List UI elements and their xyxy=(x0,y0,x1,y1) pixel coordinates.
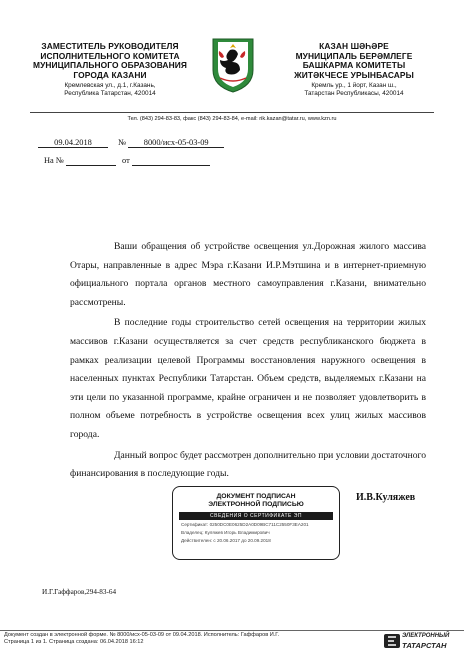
org-title-tt-1: КАЗАН ШӘҺӘРЕ xyxy=(319,41,389,51)
org-address-tt-1: Кремль ур., 1 йорт, Казан ш., xyxy=(311,82,397,90)
org-title-tt-4: ЖИТӘКЧЕСЕ УРЫНБАСАРЫ xyxy=(294,69,414,80)
e-signature-stamp xyxy=(172,486,340,560)
org-title-tt-3: БАШКАРМА КОМИТЕТЫ xyxy=(302,60,406,71)
paragraph-2: В последние годы строительство сетей освещения на территории жилых массивов г.Казани осуществляется за счет средств республиканского бюджета в рамках реализации целевой Программы восстановления наружного освещения в населенных пунктах Республики Татарстан. Объем средств, выделяемых г.Казани на эти цели по указанной программе, крайне ограничен и не позволяет удовлетворить в полном объеме потребность в устройстве освещения всех улиц жилых массивов города. xyxy=(70,317,426,440)
org-title-ru-1: ЗАМЕСТИТЕЛЬ РУКОВОДИТЕЛЯ xyxy=(41,41,179,51)
doc-date: 09.04.2018 xyxy=(38,138,108,148)
org-address-ru-1: Кремлевская ул., д.1, г.Казань, xyxy=(64,82,156,90)
org-title-ru-3: МУНИЦИПАЛЬНОГО ОБРАЗОВАНИЯ xyxy=(33,60,187,71)
footer-line-1: Документ создан в электронной форме. № 8000/исх-05-03-09 от 09.04.2018. Исполнитель: Гаффаров И.Г. xyxy=(4,632,280,638)
signatory-name: И.В.Куляжев xyxy=(356,492,416,503)
executor-contact: И.Г.Гаффаров,294-83-64 xyxy=(42,588,117,596)
stamp-title-2: ЭЛЕКТРОННОЙ ПОДПИСЬЮ xyxy=(208,501,304,508)
org-title-ru-4: ГОРОДА КАЗАНИ xyxy=(73,69,147,80)
org-address-tt-2: Татарстан Республикасы, 420014 xyxy=(304,90,404,98)
ref-date-blank xyxy=(132,156,210,166)
logo-bottom-text: ТАТАРСТАН xyxy=(402,641,447,650)
ref-from-label: от xyxy=(122,156,130,165)
stamp-cert-bar: СВЕДЕНИЯ О СЕРТИФИКАТЕ ЭП xyxy=(179,512,333,520)
number-sign: № xyxy=(118,138,127,147)
kazan-emblem-icon xyxy=(208,36,258,94)
letter-body xyxy=(70,238,426,484)
electronic-tatarstan-logo xyxy=(384,632,462,652)
ref-number-blank xyxy=(66,156,116,166)
footer-text xyxy=(4,632,374,647)
org-title-ru-2: ИСПОЛНИТЕЛЬНОГО КОМИТЕТА xyxy=(40,50,180,61)
org-address-ru-2: Республика Татарстан, 420014 xyxy=(64,90,156,98)
stamp-validity: Действителен: с 20.06.2017 до 20.09.2018 xyxy=(181,538,271,543)
header-divider xyxy=(30,112,434,113)
doc-number: 8000/исх-05-03-09 xyxy=(128,138,224,148)
logo-top-text: ЭЛЕКТРОННЫЙ xyxy=(402,633,450,639)
footer-line-2: Страница 1 из 1. Страница создана: 06.04.2018 16:12 xyxy=(4,639,144,646)
paragraph-1: Ваши обращения об устройстве освещения ул.Дорожная жилого массива Отары, направленные в адрес Мэра г.Казани И.Р.Мэтшина и в интернет-приемную официального портала органов местного самоуправления г.Казани, внимательно рассмотрены. xyxy=(70,241,426,308)
header-right xyxy=(274,42,434,98)
header-left xyxy=(30,42,190,98)
stamp-cert-serial: Сертификат: 0250DC0E0625D2A0D09BC711C2550F3EA201 xyxy=(181,522,309,527)
org-title-tt-2: МУНИЦИПАЛЬ БЕРӘМЛЕГЕ xyxy=(295,50,413,61)
e-logo-icon xyxy=(384,634,400,648)
doc-meta xyxy=(38,138,278,148)
contact-line: Тел. (843) 294-83-83, факс (843) 294-83-84, e-mail: rik.kazan@tatar.ru, www.kzn.ru xyxy=(127,116,337,122)
paragraph-3: Данный вопрос будет рассмотрен дополнительно при условии достаточного финансирования в последующие годы. xyxy=(70,449,426,480)
reference-line xyxy=(44,156,264,166)
ref-label: На № xyxy=(44,156,64,165)
footer-divider xyxy=(0,630,464,631)
stamp-title-1: ДОКУМЕНТ ПОДПИСАН xyxy=(216,493,296,500)
stamp-owner: Владелец: Куляжев Игорь Владимирович xyxy=(181,530,270,535)
